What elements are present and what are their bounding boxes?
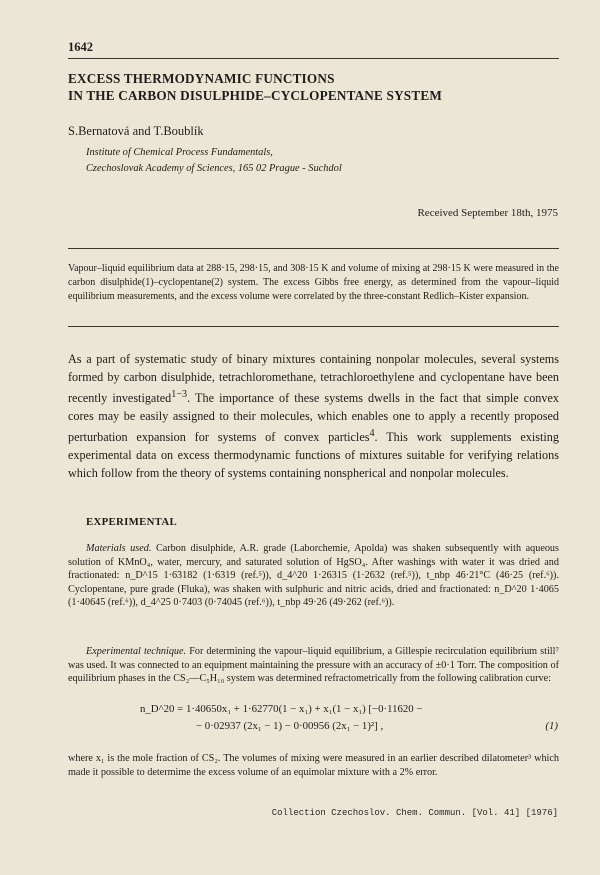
institution-line-1: Institute of Chemical Process Fundamentals, xyxy=(86,147,273,158)
materials-text: Carbon disulphide, A.R. grade (Laborchemie, Apolda) was shaken subsequently with aqueous solution of KMnO₄, water, mercury, and saturated solution of HgSO₄. After washings with water it was dried and fractionated: n_D^15 1·63182 (1·6319 (ref.⁵)), d_4^20 1·26315 (1·2632 (ref.⁵)), t_nbp 46·21°C (46·25 (ref.⁶)). Cyclopentane, pure grade (Fluka), was shaken with sulphuric and nitric acids, dried and fractionated: n_D^20 1·4065 (1·40645 (ref.⁶)), d_4^25 0·7403 (0·74045 (ref.⁶)), t_nbp 49·26 (49·262 (ref.⁶)). xyxy=(68,543,559,609)
title-line-1: EXCESS THERMODYNAMIC FUNCTIONS xyxy=(68,71,335,86)
technique-label: Experimental technique. xyxy=(86,646,187,657)
received-date: Received September 18th, 1975 xyxy=(417,207,558,219)
institution-line-2: Czechoslovak Academy of Sciences, 165 02 Prague - Suchdol xyxy=(86,163,342,174)
introduction-paragraph xyxy=(68,351,559,482)
experimental-heading: EXPERIMENTAL xyxy=(86,516,177,528)
authors: S.Bernatová and T.Boublík xyxy=(68,124,204,138)
technique-paragraph xyxy=(68,645,559,686)
title-line-2: IN THE CARBON DISULPHIDE–CYCLOPENTANE SYSTEM xyxy=(68,88,442,103)
technique-text: For determining the vapour–liquid equilibrium, a Gillespie recirculation equilibrium still⁷ was used. It was connected to an equipment maintaining the pressure with an accuracy of ±0·1 Torr. The composition of equilibrium phases in the CS₂—C₅H₁₀ system was determined refractometrically from the following calibration curve: xyxy=(68,646,560,685)
institution xyxy=(86,145,342,177)
header-rule xyxy=(68,58,559,59)
equation-line-2: − 0·02937 (2x₁ − 1) − 0·00956 (2x₁ − 1)²] , xyxy=(196,720,384,732)
page-number: 1642 xyxy=(68,40,93,54)
after-equation-paragraph: where x₁ is the mole fraction of CS₂. The volumes of mixing were measured in an earlier described dilatometer³ which made it possible to determime the excess volume of an equimolar mixture with a 2% error. xyxy=(68,753,559,778)
abstract-top-rule xyxy=(68,248,559,249)
intro-text-3: . This work supplements existing experimental data on excess thermodynamic functions of mixtures suitable for verifying relations which follow from the theory of systems containing nonspherical and nonpolar molecules. xyxy=(68,430,559,480)
intro-text-1: As a part of systematic study of binary mixtures containing nonpolar molecules, several systems formed by carbon disulphide, tetrachloromethane, tetrachloroethylene and cyclopentane have been recently investigated xyxy=(68,352,559,406)
article-title xyxy=(68,70,559,104)
abstract-bottom-rule xyxy=(68,326,559,327)
equation-line-1: n_D^20 = 1·40650x₁ + 1·62770(1 − x₁) + x₁(1 − x₁) [−0·11620 − xyxy=(140,703,423,715)
intro-text-2: . The importance of these systems dwells in the fact that simple convex cores may be easily assigned to their molecules, which enables one to apply a recently proposed perturbation expansion for systems of convex particles xyxy=(68,391,559,445)
materials-label: Materials used. xyxy=(86,543,152,554)
intro-reference-2: 4 xyxy=(369,428,375,440)
equation-number: (1) xyxy=(545,720,558,732)
journal-footer: Collection Czechoslov. Chem. Commun. [Vol. 41] [1976] xyxy=(271,808,558,818)
intro-reference-1: 1−3 xyxy=(171,389,188,401)
materials-paragraph xyxy=(68,542,559,610)
abstract: Vapour–liquid equilibrium data at 288·15, 298·15, and 308·15 K and volume of mixing at 298·15 K were measured in the carbon disulphide(1)–cyclopentane(2) system. The excess Gibbs free energy, as determined from the vapour–liquid equilibrium measurements, and the excess volume were correlated by the three-constant Redlich–Kister expansion. xyxy=(68,263,559,303)
